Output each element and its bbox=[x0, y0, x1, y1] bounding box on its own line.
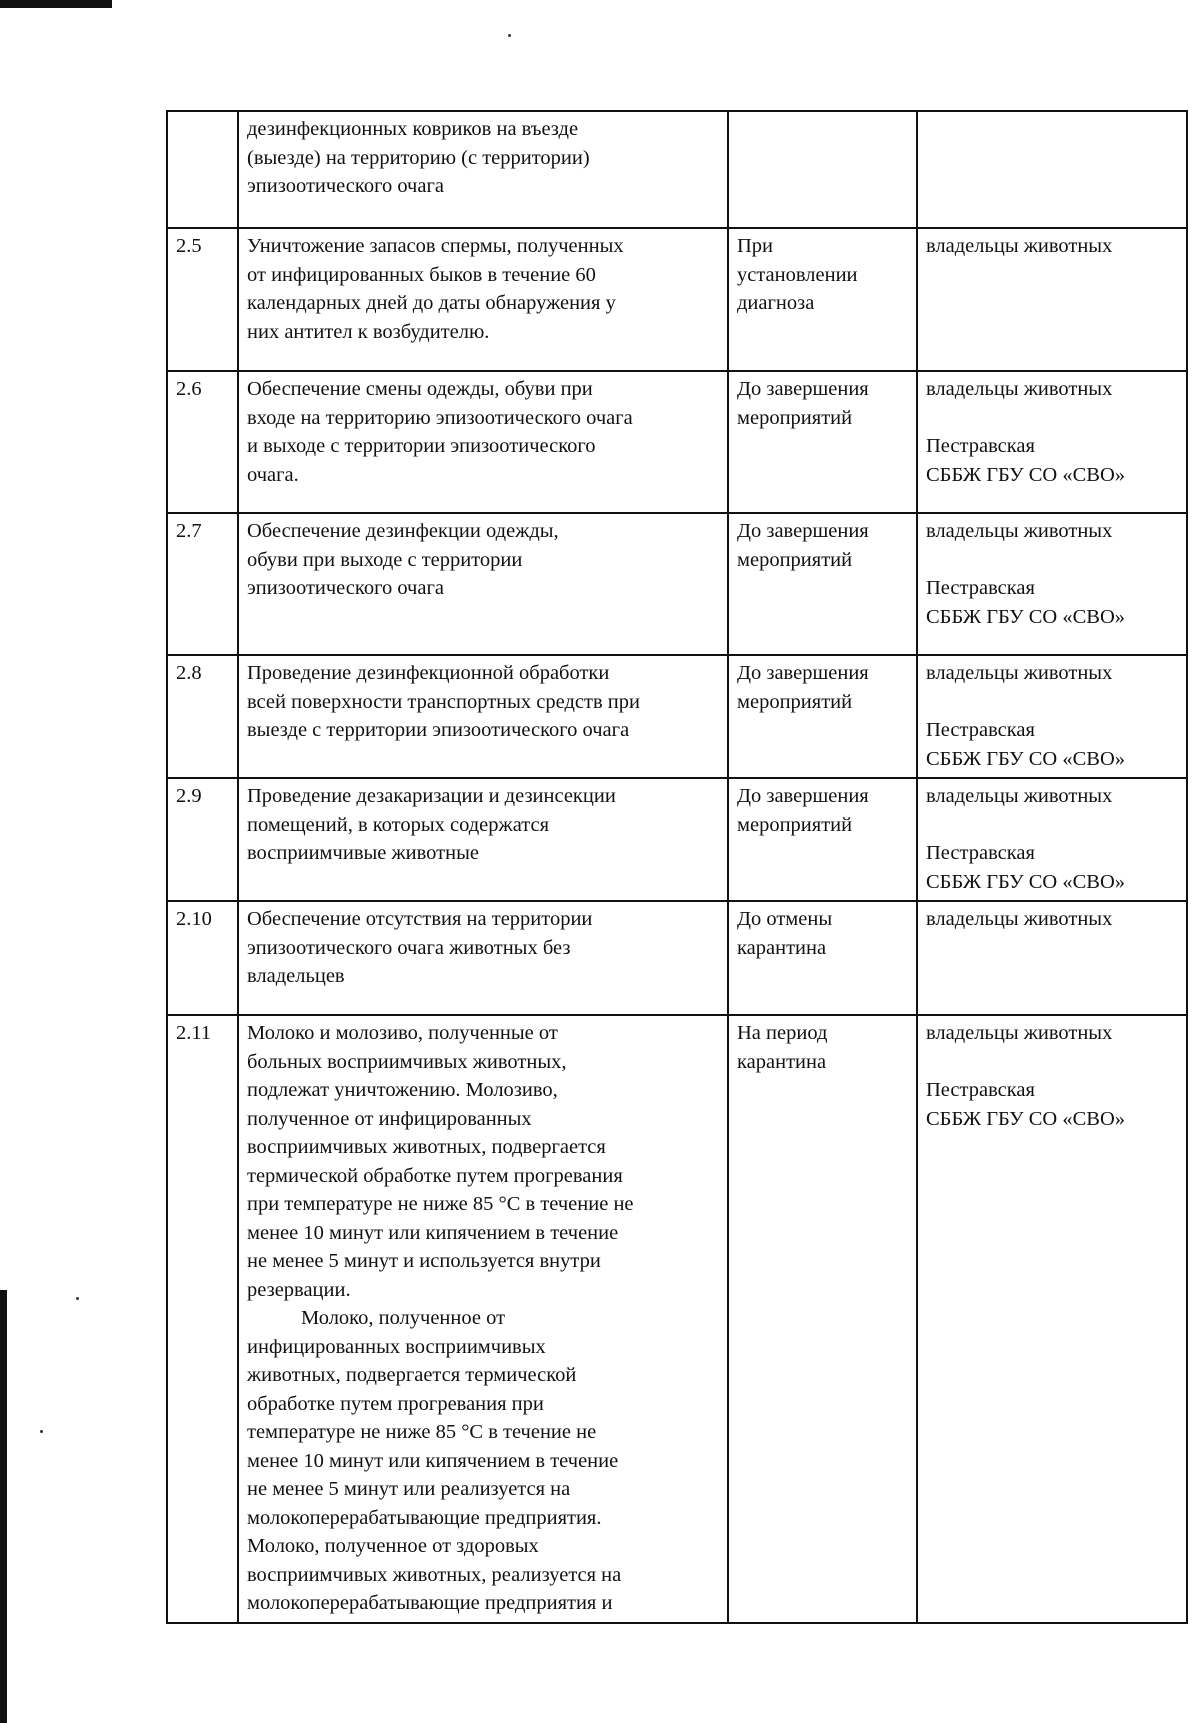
term-cell bbox=[728, 655, 917, 778]
measure-line: эпизоотического очага bbox=[247, 175, 444, 197]
responsible-line: СББЖ ГБУ СО «СВО» bbox=[926, 747, 1125, 770]
measure-line: эпизоотического очага bbox=[247, 577, 444, 599]
measure-line: Проведение дезинфекционной обработки bbox=[247, 662, 610, 684]
term-cell bbox=[728, 778, 917, 901]
term-line: мероприятий bbox=[737, 406, 853, 429]
term-line: При bbox=[737, 235, 774, 257]
scan-edge-left bbox=[0, 1290, 7, 1723]
measure-line: (выезде) на территорию (с территории) bbox=[247, 146, 590, 169]
measure-cell bbox=[238, 901, 728, 1015]
responsible-line: Пестравская bbox=[926, 719, 1035, 741]
term-cell bbox=[728, 901, 917, 1015]
measure-line: владельцев bbox=[247, 965, 345, 987]
measure-line: обуви при выходе с территории bbox=[247, 548, 523, 571]
measure-cell bbox=[238, 513, 728, 655]
responsible-line: СББЖ ГБУ СО «СВО» bbox=[926, 870, 1125, 893]
table-row bbox=[167, 655, 1187, 778]
term-cell bbox=[728, 371, 917, 513]
term-line: диагноза bbox=[737, 292, 815, 314]
measure-line: молокоперерабатывающие предприятия и bbox=[247, 1592, 613, 1614]
measure-line: Уничтожение запасов спермы, полученных bbox=[247, 235, 624, 257]
measure-cell bbox=[238, 228, 728, 371]
term-line: карантина bbox=[737, 936, 827, 959]
measure-line: менее 10 минут или кипячением в течение bbox=[247, 1449, 619, 1472]
term-line: До завершения bbox=[737, 520, 869, 542]
responsible-line: владельцы животных bbox=[926, 1022, 1113, 1044]
measure-line: восприимчивых животных, подвергается bbox=[247, 1136, 606, 1158]
responsible-line: Пестравская bbox=[926, 842, 1035, 864]
measure-line: молокоперерабатывающие предприятия. bbox=[247, 1506, 602, 1529]
scan-edge-top bbox=[0, 0, 112, 8]
term-line: До отмены bbox=[737, 908, 833, 930]
measure-line: и выходе с территории эпизоотического bbox=[247, 435, 596, 457]
measure-line: Молоко и молозиво, полученные от bbox=[247, 1022, 558, 1044]
responsible-line: владельцы животных bbox=[926, 520, 1113, 542]
table-row bbox=[167, 111, 1187, 228]
measure-line: обработке путем прогревания при bbox=[247, 1392, 544, 1415]
term-cell bbox=[728, 228, 917, 371]
measure-line: дезинфекционных ковриков на въезде bbox=[247, 118, 579, 140]
term-cell bbox=[728, 513, 917, 655]
table-row bbox=[167, 228, 1187, 371]
measure-line: больных восприимчивых животных, bbox=[247, 1050, 567, 1073]
measure-line: термической обработке путем прогревания bbox=[247, 1164, 623, 1187]
responsible-cell bbox=[917, 228, 1187, 371]
measure-line: животных, подвергается термической bbox=[247, 1364, 577, 1386]
measure-line: температуре не ниже 85 °С в течение не bbox=[247, 1421, 597, 1443]
responsible-cell bbox=[917, 513, 1187, 655]
responsible-line: Пестравская bbox=[926, 1079, 1035, 1101]
measure-line: Проведение дезакаризации и дезинсекции bbox=[247, 785, 616, 807]
responsible-cell bbox=[917, 371, 1187, 513]
measure-line: подлежат уничтожению. Молозиво, bbox=[247, 1079, 558, 1101]
row-number: 2.10 bbox=[167, 901, 238, 1015]
responsible-cell bbox=[917, 901, 1187, 1015]
measure-line: при температуре не ниже 85 °С в течение не bbox=[247, 1193, 634, 1215]
responsible-line: СББЖ ГБУ СО «СВО» bbox=[926, 605, 1125, 628]
measure-line: не менее 5 минут или реализуется на bbox=[247, 1478, 571, 1500]
responsible-line: владельцы животных bbox=[926, 378, 1113, 400]
responsible-cell bbox=[917, 655, 1187, 778]
term-cell bbox=[728, 1015, 917, 1623]
scan-speck bbox=[76, 1297, 79, 1300]
responsible-cell bbox=[917, 111, 1187, 228]
measure-line: всей поверхности транспортных средств при bbox=[247, 690, 640, 713]
measure-line: восприимчивые животные bbox=[247, 842, 479, 864]
table-row bbox=[167, 513, 1187, 655]
measure-line: Обеспечение смены одежды, обуви при bbox=[247, 378, 593, 400]
measure-cell bbox=[238, 655, 728, 778]
row-number: 2.9 bbox=[167, 778, 238, 901]
table-row bbox=[167, 778, 1187, 901]
responsible-line: владельцы животных bbox=[926, 785, 1113, 807]
measure-line: Молоко, полученное от здоровых bbox=[247, 1535, 539, 1557]
row-number: 2.8 bbox=[167, 655, 238, 778]
responsible-line: Пестравская bbox=[926, 435, 1035, 457]
responsible-cell bbox=[917, 778, 1187, 901]
table-row bbox=[167, 1015, 1187, 1623]
row-number: 2.5 bbox=[167, 228, 238, 371]
measure-line: Обеспечение отсутствия на территории bbox=[247, 908, 593, 930]
measure-line: инфицированных восприимчивых bbox=[247, 1335, 546, 1358]
measure-cell bbox=[238, 371, 728, 513]
measure-line: не менее 5 минут и используется внутри bbox=[247, 1250, 601, 1272]
measure-line: входе на территорию эпизоотического очага bbox=[247, 406, 633, 429]
term-line: До завершения bbox=[737, 662, 869, 684]
term-line: мероприятий bbox=[737, 813, 853, 836]
measure-cell bbox=[238, 111, 728, 228]
measure-line: восприимчивых животных, реализуется на bbox=[247, 1563, 622, 1586]
term-cell bbox=[728, 111, 917, 228]
measure-line: выезде с территории эпизоотического очага bbox=[247, 719, 630, 741]
row-number bbox=[167, 111, 238, 228]
responsible-line: Пестравская bbox=[926, 577, 1035, 599]
responsible-line: СББЖ ГБУ СО «СВО» bbox=[926, 463, 1125, 486]
measure-line: резервации. bbox=[247, 1278, 351, 1301]
term-line: мероприятий bbox=[737, 548, 853, 571]
row-number: 2.7 bbox=[167, 513, 238, 655]
responsible-line: СББЖ ГБУ СО «СВО» bbox=[926, 1107, 1125, 1130]
responsible-line: владельцы животных bbox=[926, 662, 1113, 684]
measure-line: календарных дней до даты обнаружения у bbox=[247, 292, 616, 314]
measure-line: полученное от инфицированных bbox=[247, 1107, 532, 1130]
term-line: карантина bbox=[737, 1050, 827, 1073]
measure-line: Молоко, полученное от bbox=[301, 1307, 506, 1329]
scan-speck bbox=[508, 34, 511, 37]
measure-line: от инфицированных быков в течение 60 bbox=[247, 263, 596, 286]
table-row bbox=[167, 901, 1187, 1015]
scan-speck bbox=[40, 1430, 43, 1433]
responsible-cell bbox=[917, 1015, 1187, 1623]
measure-line: эпизоотического очага животных без bbox=[247, 936, 571, 959]
term-line: До завершения bbox=[737, 378, 869, 400]
term-line: На период bbox=[737, 1022, 828, 1044]
measure-cell bbox=[238, 1015, 728, 1623]
measure-line: Обеспечение дезинфекции одежды, bbox=[247, 520, 559, 542]
row-number: 2.6 bbox=[167, 371, 238, 513]
term-line: До завершения bbox=[737, 785, 869, 807]
measures-table bbox=[166, 110, 1188, 1624]
responsible-line: владельцы животных bbox=[926, 235, 1113, 257]
responsible-line: владельцы животных bbox=[926, 908, 1113, 930]
measure-line: них антител к возбудителю. bbox=[247, 320, 490, 343]
term-line: установлении bbox=[737, 263, 858, 286]
measure-line: помещений, в которых содержатся bbox=[247, 813, 549, 836]
measure-line: менее 10 минут или кипячением в течение bbox=[247, 1221, 619, 1244]
measure-line: очага. bbox=[247, 463, 299, 486]
measure-cell bbox=[238, 778, 728, 901]
row-number: 2.11 bbox=[167, 1015, 238, 1623]
term-line: мероприятий bbox=[737, 690, 853, 713]
table-row bbox=[167, 371, 1187, 513]
